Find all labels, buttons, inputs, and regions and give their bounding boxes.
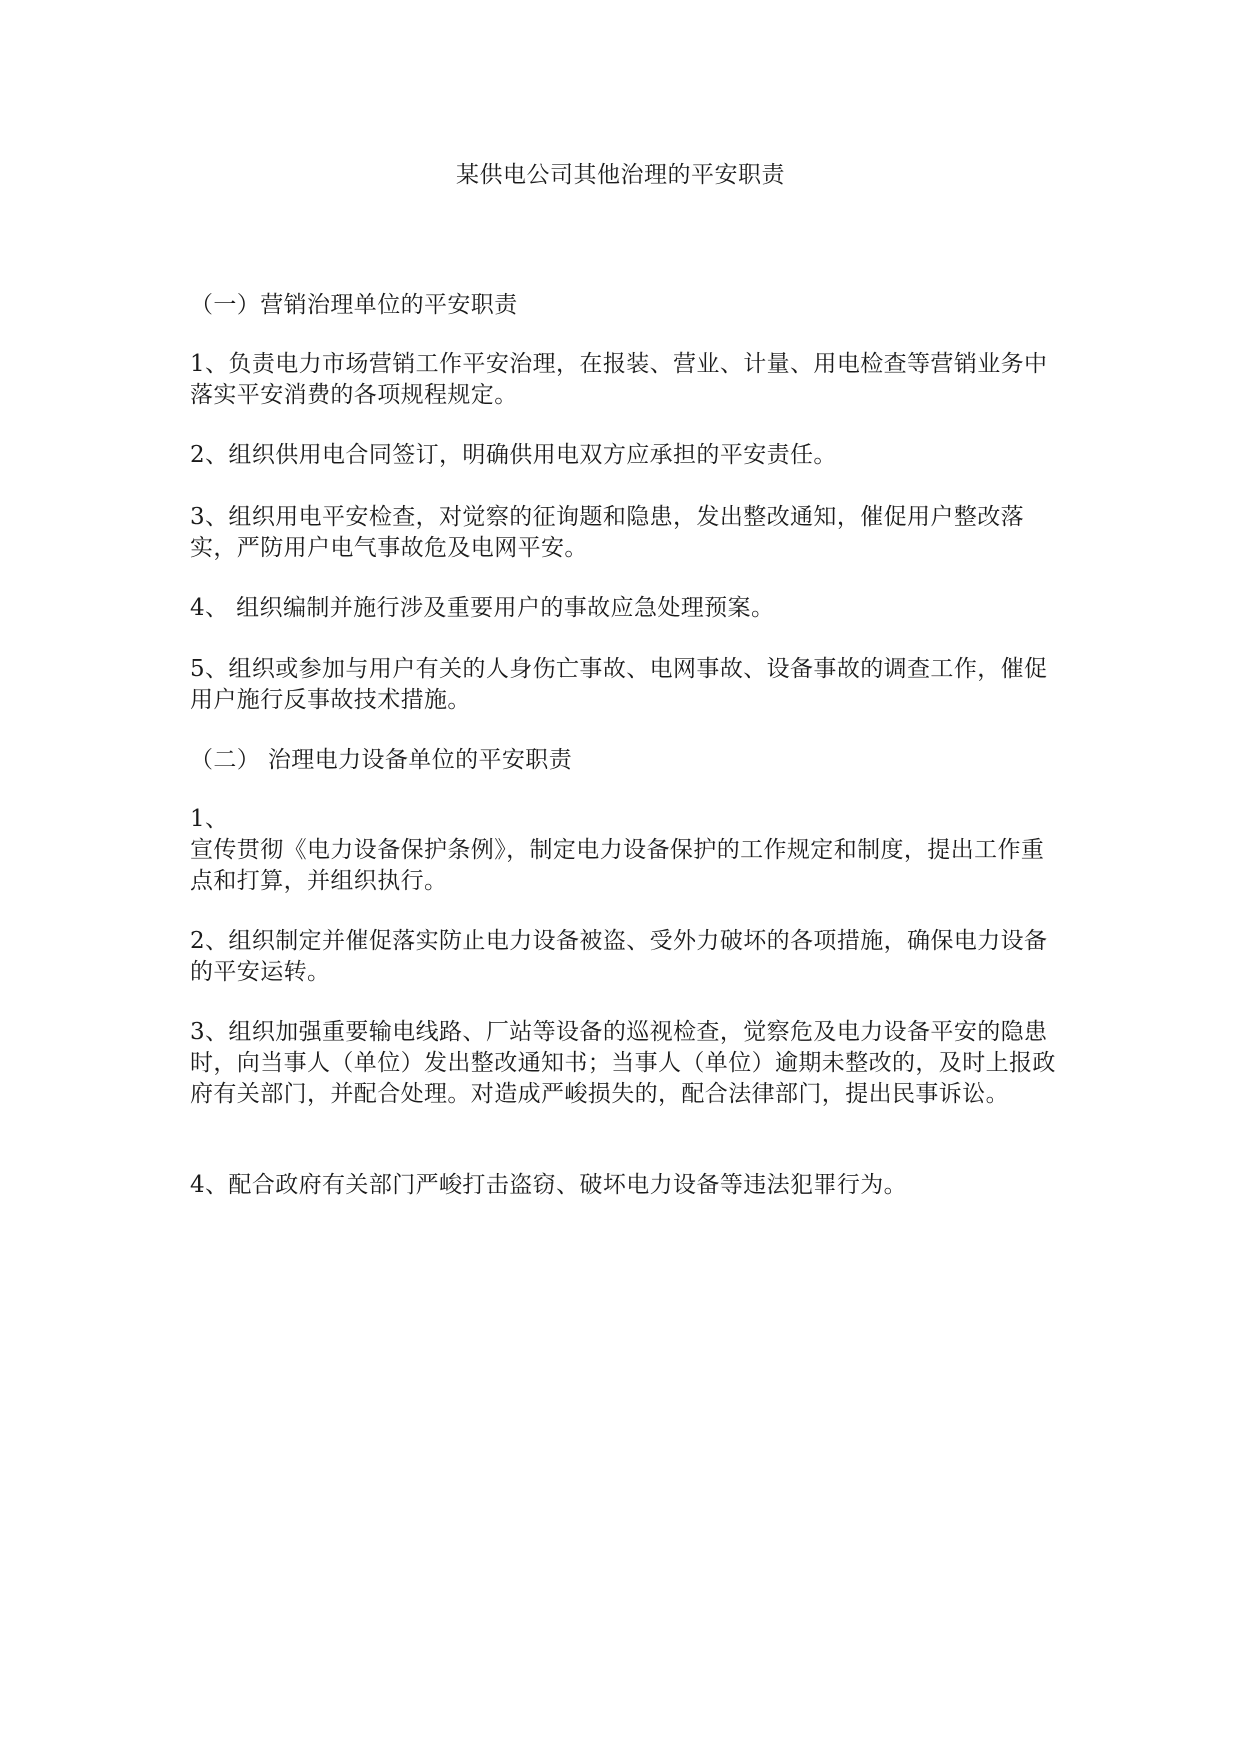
section-1-item-5 [190, 654, 1060, 716]
paragraph: 4、配合政府有关部门严峻打击盗窃、破坏电力设备等违法犯罪行为。 [190, 1172, 908, 1198]
document-title: 某供电公司其他治理的平安职责 [456, 162, 785, 188]
paragraph: 2、组织制定并催促落实防止电力设备被盗、受外力破坏的各项措施，确保电力设备的平安运转。 [190, 928, 1048, 985]
section-2-heading [190, 745, 1060, 776]
section-1-item-3 [190, 502, 1060, 564]
section-1-heading [190, 290, 1060, 321]
paragraph: 3、组织加强重要输电线路、厂站等设备的巡视检查，觉察危及电力设备平安的隐患时，向当事人（单位）发出整改通知书；当事人（单位）逾期未整改的，及时上报政府有关部门，并配合处理。对造成严峻损失的，配合法律部门，提出民事诉讼。 [190, 1019, 1056, 1107]
section-2-item-1 [190, 804, 1060, 897]
section-2-item-2 [190, 926, 1060, 988]
section-heading: （一）营销治理单位的平安职责 [190, 292, 518, 318]
section-2-item-4 [190, 1170, 1060, 1201]
paragraph: 1、 宣传贯彻《电力设备保护条例》，制定电力设备保护的工作规定和制度，提出工作重点和打算，并组织执行。 [190, 806, 1045, 894]
paragraph: 3、组织用电平安检查，对觉察的征询题和隐患，发出整改通知，催促用户整改落实，严防用户电气事故危及电网平安。 [190, 504, 1025, 561]
paragraph: 2、组织供用电合同签订，明确供用电双方应承担的平安责任。 [190, 442, 837, 468]
section-1-item-2 [190, 440, 1060, 471]
section-1-item-1 [190, 349, 1060, 411]
paragraph: 1、负责电力市场营销工作平安治理，在报装、营业、计量、用电检查等营销业务中落实平安消费的各项规程规定。 [190, 351, 1048, 408]
paragraph: 5、组织或参加与用户有关的人身伤亡事故、电网事故、设备事故的调查工作，催促用户施行反事故技术措施。 [190, 656, 1048, 713]
section-1-item-4 [190, 593, 1060, 624]
paragraph: 4、 组织编制并施行涉及重要用户的事故应急处理预案。 [190, 595, 775, 621]
section-2-item-3 [190, 1017, 1060, 1110]
section-heading: （二） 治理电力设备单位的平安职责 [190, 747, 573, 773]
